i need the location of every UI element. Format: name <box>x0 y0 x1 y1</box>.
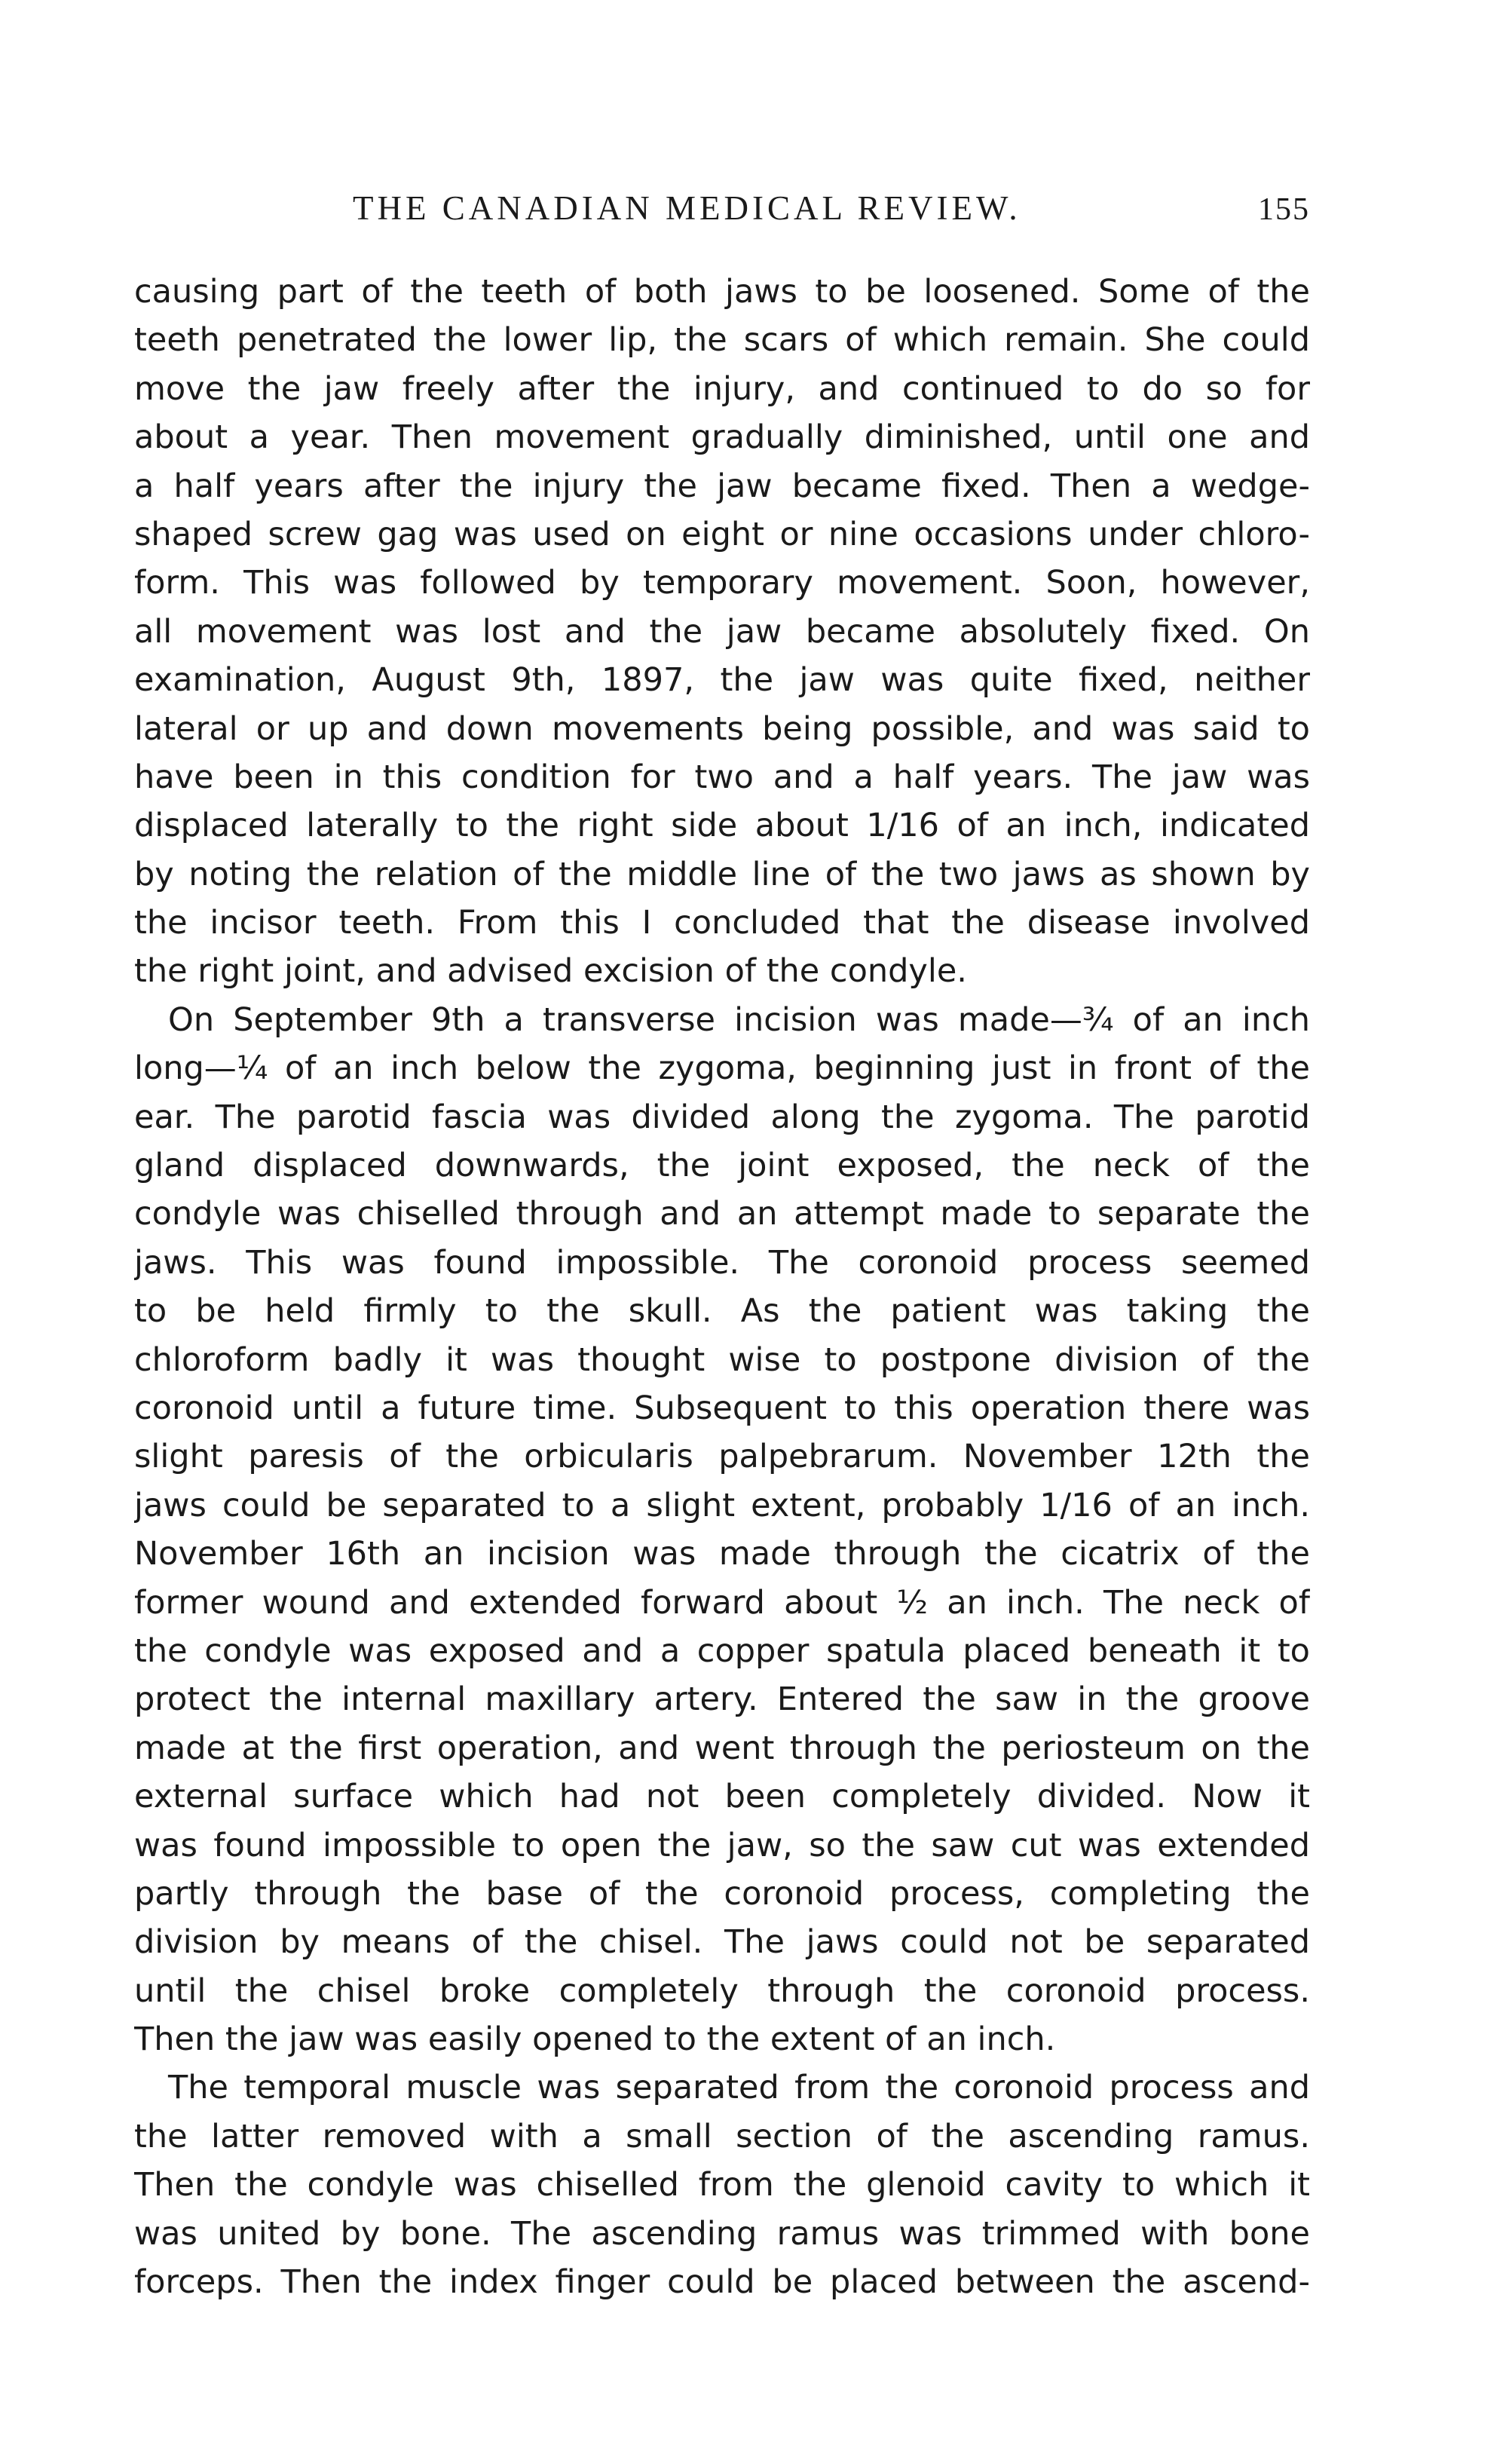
text-line: On September 9th a transverse incision was made—¾ of an inch <box>168 1000 1310 1039</box>
paragraph <box>134 268 1310 996</box>
text-line: chloroform badly it was thought wise to postpone division of the <box>134 1340 1310 1379</box>
text-line: long—¼ of an inch below the zygoma, beginning just in front of the <box>134 1049 1310 1088</box>
text-line: have been in this condition for two and a half years. The jaw was <box>134 758 1310 796</box>
text-line: external surface which had not been completely divided. Now it <box>134 1778 1310 1816</box>
body-text <box>134 268 1310 2306</box>
text-line: The temporal muscle was separated from the coronoid process and <box>168 2069 1310 2107</box>
text-line: gland displaced downwards, the joint exposed, the neck of the <box>134 1147 1310 1185</box>
text-line: form. This was followed by temporary movement. Soon, however, <box>134 564 1310 602</box>
text-line: November 16th an incision was made through the cicatrix of the <box>134 1535 1310 1573</box>
page-header <box>134 188 1310 234</box>
text-line: about a year. Then movement gradually diminished, until one and <box>134 418 1310 457</box>
text-line: shaped screw gag was used on eight or nine occasions under chloro- <box>134 515 1310 553</box>
text-line: teeth penetrated the lower lip, the scars of which remain. She could <box>134 321 1310 360</box>
text-line: by noting the relation of the middle line of the two jaws as shown by <box>134 855 1310 893</box>
text-line: the condyle was exposed and a copper spatula placed beneath it to <box>134 1631 1310 1670</box>
page-number: 155 <box>1258 192 1310 227</box>
text-line: was united by bone. The ascending ramus was trimmed with bone <box>134 2214 1310 2253</box>
text-line: Then the jaw was easily opened to the extent of an inch. <box>134 2020 1056 2059</box>
text-line: examination, August 9th, 1897, the jaw was quite fixed, neither <box>134 661 1310 700</box>
text-line: made at the first operation, and went through the periosteum on the <box>134 1729 1310 1767</box>
text-line: coronoid until a future time. Subsequent to this operation there was <box>134 1389 1310 1427</box>
text-line: ear. The parotid fascia was divided along the zygoma. The parotid <box>134 1098 1310 1136</box>
text-line: to be held firmly to the skull. As the patient was taking the <box>134 1292 1310 1331</box>
text-line: causing part of the teeth of both jaws to be loosened. Some of the <box>134 273 1310 311</box>
text-line: a half years after the injury the jaw became fixed. Then a wedge- <box>134 467 1310 505</box>
text-line: Then the condyle was chiselled from the glenoid cavity to which it <box>134 2166 1310 2204</box>
text-line: forceps. Then the index finger could be placed between the ascend- <box>134 2263 1310 2302</box>
text-line: partly through the base of the coronoid process, completing the <box>134 1874 1310 1913</box>
text-line: former wound and extended forward about ½ an inch. The neck of <box>134 1583 1310 1622</box>
text-line: slight paresis of the orbicularis palpebrarum. November 12th the <box>134 1438 1310 1476</box>
text-line: displaced laterally to the right side about 1/16 of an inch, indicated <box>134 807 1310 845</box>
text-line: lateral or up and down movements being possible, and was said to <box>134 709 1310 748</box>
text-line: protect the internal maxillary artery. Entered the saw in the groove <box>134 1680 1310 1719</box>
paragraph <box>134 996 1310 2064</box>
text-line: the right joint, and advised excision of the condyle. <box>134 952 967 991</box>
text-line: the incisor teeth. From this I concluded that the disease involved <box>134 904 1310 942</box>
text-line: the latter removed with a small section of the ascending ramus. <box>134 2117 1310 2155</box>
text-line: jaws could be separated to a slight extent, probably 1/16 of an inch. <box>134 1486 1310 1524</box>
text-line: was found impossible to open the jaw, so the saw cut was extended <box>134 1826 1310 1864</box>
text-line: until the chisel broke completely through the coronoid process. <box>134 1971 1310 2010</box>
running-title: THE CANADIAN MEDICAL REVIEW. <box>353 189 1021 227</box>
text-line: move the jaw freely after the injury, and continued to do so for <box>134 369 1310 408</box>
text-line: jaws. This was found impossible. The coronoid process seemed <box>134 1243 1310 1282</box>
paragraph <box>134 2063 1310 2306</box>
text-line: division by means of the chisel. The jaws could not be separated <box>134 1923 1310 1962</box>
text-line: condyle was chiselled through and an attempt made to separate the <box>134 1195 1310 1233</box>
text-line: all movement was lost and the jaw became absolutely fixed. On <box>134 612 1310 651</box>
